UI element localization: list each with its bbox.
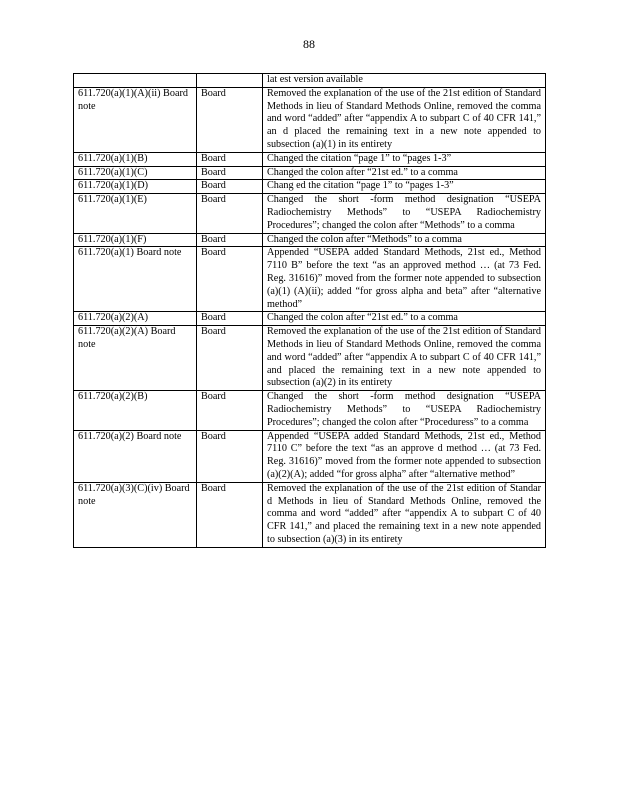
revision-cell: Changed the short -form method designation “USEPA Radiochemistry Methods” to “USEPA Radiochemistry Procedures”; changed the colon after “Methods” to a comma bbox=[263, 194, 546, 233]
table-row bbox=[74, 152, 546, 166]
source-cell bbox=[197, 74, 263, 88]
table-row bbox=[74, 326, 546, 391]
revision-cell: Appended “USEPA added Standard Methods, 21st ed., Method 7110 C” before the text “as an approve d method … (at 73 Fed. Reg. 31616)” moved from the former note appended to subsection (a)(2)(A); added “for gross alpha” after “alternative method” bbox=[263, 430, 546, 482]
revision-cell: lat est version available bbox=[263, 74, 546, 88]
table-row bbox=[74, 391, 546, 430]
page-number: 88 bbox=[303, 37, 315, 51]
section-cell: 611.720(a)(1)(E) bbox=[74, 194, 197, 233]
source-cell: Board bbox=[197, 312, 263, 326]
table-row bbox=[74, 247, 546, 312]
section-cell: 611.720(a)(1)(A)(ii) Board note bbox=[74, 87, 197, 152]
source-cell: Board bbox=[197, 180, 263, 194]
section-cell bbox=[74, 74, 197, 88]
revision-cell: Changed the colon after “21st ed.” to a comma bbox=[263, 166, 546, 180]
section-cell: 611.720(a)(2)(A) bbox=[74, 312, 197, 326]
revision-cell: Removed the explanation of the use of the 21st edition of Standard Methods in lieu of Standard Methods Online, removed the comma and word “added” after “appendix A to subpart C of 40 CFR 141,” and placed the remaining text in a new note appended to subsection (a)(2) in its entirety bbox=[263, 326, 546, 391]
source-cell: Board bbox=[197, 166, 263, 180]
source-cell: Board bbox=[197, 391, 263, 430]
revision-cell: Removed the explanation of the use of the 21st edition of Standar d Methods in lieu of Standard Methods Online, removed the comma and word “added” after “appendix A to subpart C of 40 CFR 141,” and placed the remaining text in a new note appended to subsection (a)(3) in its entirety bbox=[263, 482, 546, 547]
section-cell: 611.720(a)(1)(B) bbox=[74, 152, 197, 166]
source-cell: Board bbox=[197, 482, 263, 547]
source-cell: Board bbox=[197, 194, 263, 233]
table-row bbox=[74, 180, 546, 194]
section-cell: 611.720(a)(1)(F) bbox=[74, 233, 197, 247]
section-cell: 611.720(a)(2) Board note bbox=[74, 430, 197, 482]
table-row bbox=[74, 430, 546, 482]
revision-cell: Appended “USEPA added Standard Methods, 21st ed., Method 7110 B” before the text “as an approved method … (at 73 Fed. Reg. 31616)” moved from the former note appended to subsection (a)(1) (A)(ii); added “for gross alpha and beta” after “alternative method” bbox=[263, 247, 546, 312]
table-row bbox=[74, 87, 546, 152]
revision-cell: Changed the colon after “Methods” to a comma bbox=[263, 233, 546, 247]
revision-cell: Changed the colon after “21st ed.” to a comma bbox=[263, 312, 546, 326]
revision-cell: Changed the citation “page 1” to “pages 1-3” bbox=[263, 152, 546, 166]
source-cell: Board bbox=[197, 87, 263, 152]
table-row bbox=[74, 482, 546, 547]
revision-cell: Chang ed the citation “page 1” to “pages 1-3” bbox=[263, 180, 546, 194]
section-cell: 611.720(a)(2)(B) bbox=[74, 391, 197, 430]
source-cell: Board bbox=[197, 247, 263, 312]
table-row bbox=[74, 312, 546, 326]
source-cell: Board bbox=[197, 152, 263, 166]
revision-cell: Removed the explanation of the use of the 21st edition of Standard Methods in lieu of Standard Methods Online, removed the comma and word “added” after “appendix A to subpart C of 40 CFR 141,” an d placed the remaining text in a new note appended to subsection (a)(1) in its entirety bbox=[263, 87, 546, 152]
table-row bbox=[74, 233, 546, 247]
table-row bbox=[74, 74, 546, 88]
source-cell: Board bbox=[197, 430, 263, 482]
revision-table bbox=[73, 73, 546, 548]
section-cell: 611.720(a)(2)(A) Board note bbox=[74, 326, 197, 391]
section-cell: 611.720(a)(3)(C)(iv) Board note bbox=[74, 482, 197, 547]
section-cell: 611.720(a)(1)(D) bbox=[74, 180, 197, 194]
table-row bbox=[74, 194, 546, 233]
section-cell: 611.720(a)(1)(C) bbox=[74, 166, 197, 180]
table-row bbox=[74, 166, 546, 180]
revision-cell: Changed the short -form method designation “USEPA Radiochemistry Methods” to “USEPA Radiochemistry Procedures”; changed the colon after “Proceduress” to a comma bbox=[263, 391, 546, 430]
section-cell: 611.720(a)(1) Board note bbox=[74, 247, 197, 312]
source-cell: Board bbox=[197, 326, 263, 391]
source-cell: Board bbox=[197, 233, 263, 247]
